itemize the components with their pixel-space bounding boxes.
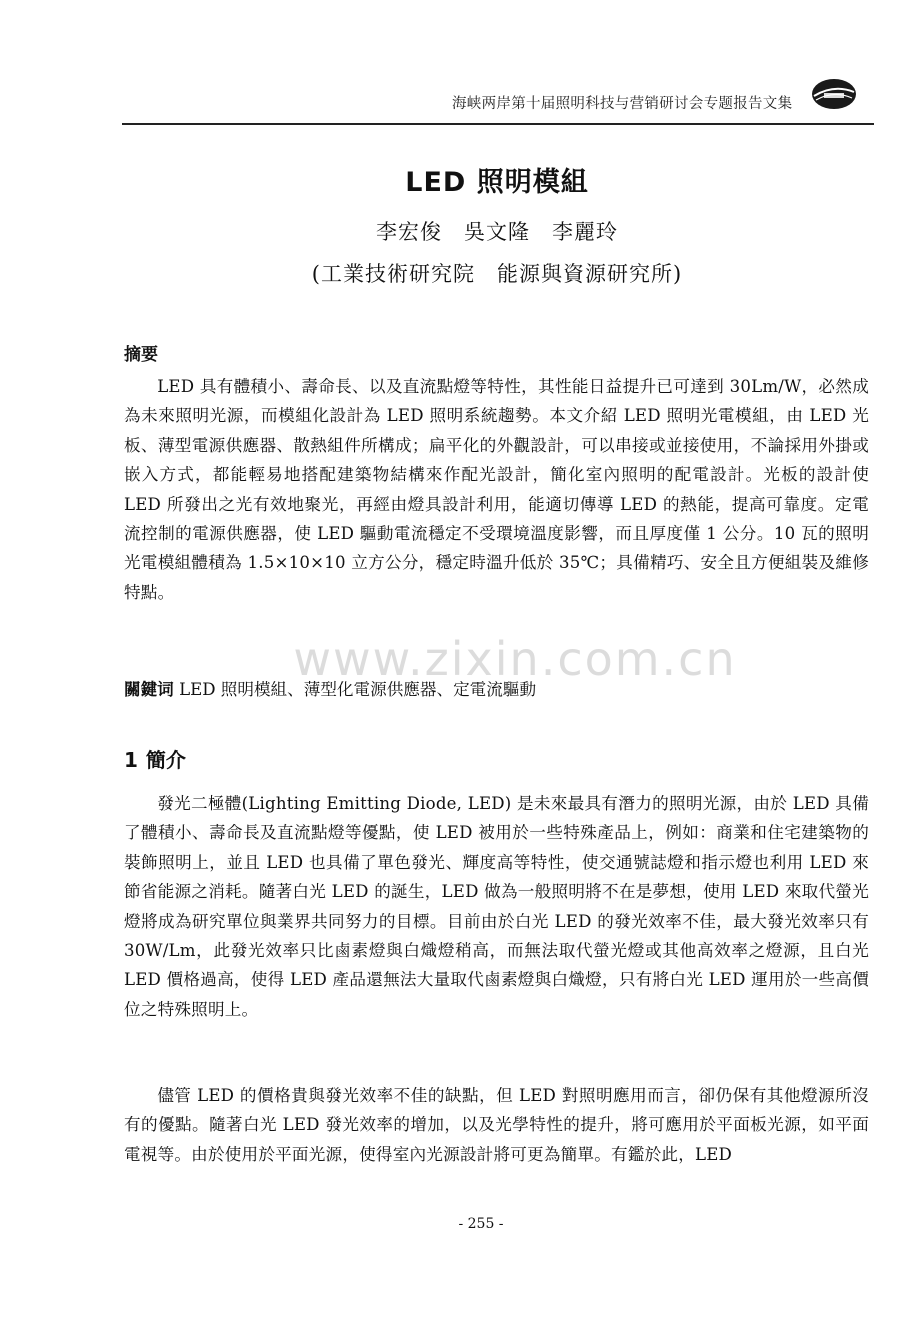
header-divider bbox=[122, 123, 874, 125]
conference-logo bbox=[810, 76, 858, 112]
paper-authors: 李宏俊 吳文隆 李麗玲 bbox=[376, 220, 618, 244]
section-number: 1 bbox=[124, 748, 138, 772]
section-heading bbox=[124, 744, 186, 773]
page-number: - 255 - bbox=[458, 1216, 504, 1232]
body-paragraph: 儘管 LED 的價格貴與發光效率不佳的缺點，但 LED 對照明應用而言，卻仍保有其他燈源所沒有的優點。隨著白光 LED 發光效率的增加，以及光學特性的提升，將可應用於平面板光源，如平面電視等。由於使用於平面光源，使得室內光源設計將可更為簡單。有鑑於此，LED bbox=[124, 1086, 869, 1164]
watermark: www.zixin.com.cn bbox=[293, 632, 737, 686]
paper-affiliation: (工業技術研究院 能源與資源研究所) bbox=[311, 262, 683, 286]
keywords-text: LED 照明模組、薄型化電源供應器、定電流驅動 bbox=[179, 680, 537, 699]
paper-title: LED 照明模組 bbox=[405, 167, 589, 198]
keywords-label: 關鍵词 bbox=[124, 680, 174, 699]
section-title: 簡介 bbox=[145, 748, 186, 772]
running-header: 海峡两岸第十届照明科技与营销研讨会专题报告文集 bbox=[452, 96, 793, 112]
abstract-heading: 摘要 bbox=[124, 345, 158, 365]
abstract-text: LED 具有體積小、壽命長、以及直流點燈等特性，其性能日益提升已可達到 30Lm/W，必然成為未來照明光源，而模組化設計為 LED 照明系統趨勢。本文介紹 LED 照明光電模組，由 LED 光板、薄型電源供應器、散熱組件所構成；扁平化的外觀設計，可以串接或並接使用，不論採用外掛或嵌入方式，都能輕易地搭配建築物結構來作配光設計，簡化室內照明的配電設計。光板的設計使 LED 所發出之光有效地聚光，再經由燈具設計利用，能適切傳導 LED 的熱能，提高可靠度。定電流控制的電源供應器，使 LED 驅動電流穩定不受環境溫度影響，而且厚度僅 1 公分。10 瓦的照明光電模組體積為 1.5×10×10 立方公分，穩定時溫升低於 35℃；具備精巧、安全且方便組裝及維修特點。 bbox=[124, 377, 869, 602]
body-paragraph: 發光二極體(Lighting Emitting Diode, LED) 是未來最具有潛力的照明光源，由於 LED 具備了體積小、壽命長及直流點燈等優點，使 LED 被用於一些特殊產品上，例如：商業和住宅建築物的裝飾照明上，並且 LED 也具備了單色發光、輝度高等特性，使交通號誌燈和指示燈也利用 LED 來節省能源之消耗。隨著白光 LED 的誕生，LED 做為一般照明將不在是夢想，使用 LED 來取代螢光燈將成為研究單位與業界共同努力的目標。目前由於白光 LED 的發光效率不佳，最大發光效率只有 30W/Lm，此發光效率只比鹵素燈與白熾燈稍高，而無法取代螢光燈或其他高效率之燈源，且白光 LED 價格過高，使得 LED 產品還無法大量取代鹵素燈與白熾燈，只有將白光 LED 運用於一些高價位之特殊照明上。 bbox=[124, 794, 869, 1019]
